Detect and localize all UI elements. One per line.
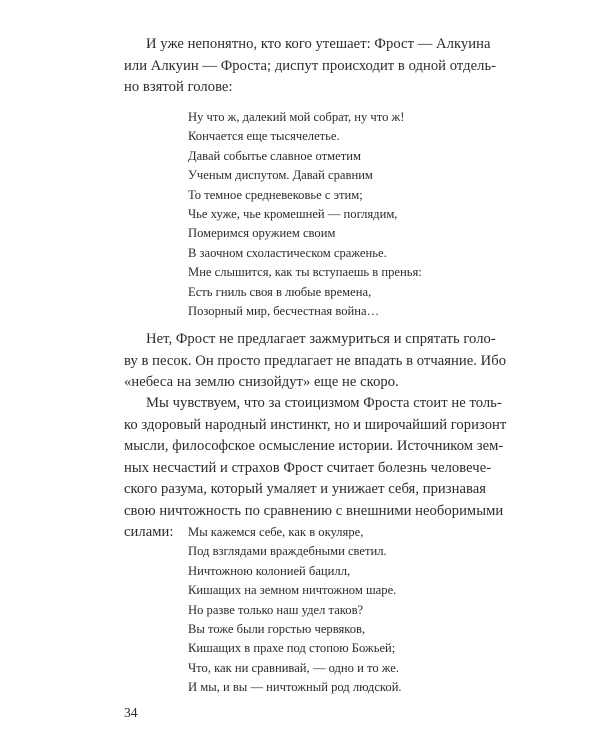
text-line: ко здоровый народный инстинкт, но и широчайший горизонт bbox=[124, 416, 507, 433]
verse-line: Но разве только наш удел таков? bbox=[188, 602, 364, 617]
paragraph-stoicism bbox=[124, 393, 507, 544]
text-line: но взятой голове: bbox=[124, 79, 233, 95]
verse-line: Что, как ни сравнивай, — одно и то же. bbox=[188, 660, 400, 675]
text-line: мысли, философское осмысление истории. Источником зем- bbox=[124, 438, 504, 454]
verse-line: То темное средневековье с этим; bbox=[188, 187, 363, 202]
page-number: 34 bbox=[124, 705, 138, 720]
verse-line: Под взглядами враждебными светил. bbox=[188, 544, 387, 559]
text-line: И уже непонятно, кто кого утешает: Фрост — Алкуина bbox=[146, 36, 491, 52]
poem-stanza-1 bbox=[188, 108, 422, 321]
verse-line: Ну что ж, далекий мой собрат, ну что ж! bbox=[188, 110, 405, 124]
verse-line: Давай событье славное отметим bbox=[188, 148, 361, 163]
paragraph-intro bbox=[124, 34, 497, 99]
verse-line: Чье хуже, чье кромешней — поглядим, bbox=[188, 207, 398, 222]
verse-line: В заочном схоластическом сраженье. bbox=[188, 245, 387, 260]
verse-line: Мне слышится, как ты вступаешь в пренья: bbox=[188, 265, 422, 280]
verse-line: Кончается еще тысячелетье. bbox=[188, 129, 340, 144]
verse-line: Позорный мир, бесчестная война… bbox=[188, 304, 380, 319]
verse-line: Вы тоже были горстью червяков, bbox=[188, 622, 366, 637]
text-line: Мы чувствуем, что за стоицизмом Фроста стоит не толь- bbox=[146, 395, 502, 411]
text-line: Нет, Фрост не предлагает зажмуриться и спрятать голо- bbox=[146, 331, 496, 347]
verse-line: Ничтожною колонией бацилл, bbox=[188, 563, 351, 578]
verse-line: И мы, и вы — ничтожный род людской. bbox=[188, 680, 402, 695]
poem-stanza-2 bbox=[188, 523, 402, 698]
verse-line: Кишащих на земном ничтожном шаре. bbox=[188, 583, 397, 598]
text-line: ных несчастий и страхов Фрост считает болезнь человече- bbox=[124, 459, 492, 476]
verse-line: Есть гниль своя в любые времена, bbox=[188, 284, 372, 299]
verse-line: Кишащих в прахе под стопою Божьей; bbox=[188, 641, 396, 656]
text-line: свою ничтожность по сравнению с внешними необоримыми bbox=[124, 502, 504, 519]
verse-line: Померимся оружием своим bbox=[188, 226, 336, 241]
verse-line: Ученым диспутом. Давай сравним bbox=[188, 168, 373, 183]
text-line: ского разума, который умаляет и унижает себя, признавая bbox=[124, 481, 487, 497]
verse-line: Мы кажемся себе, как в окуляре, bbox=[188, 525, 364, 539]
text-line: «небеса на землю снизойдут» еще не скоро. bbox=[124, 374, 399, 390]
text-line: или Алкуин — Фроста; диспут происходит в одной отдель- bbox=[124, 57, 497, 74]
text-line: силами: bbox=[124, 524, 174, 540]
paragraph-frost-advice bbox=[124, 329, 507, 394]
text-line: ву в песок. Он просто предлагает не впадать в отчаяние. Ибо bbox=[124, 352, 507, 369]
